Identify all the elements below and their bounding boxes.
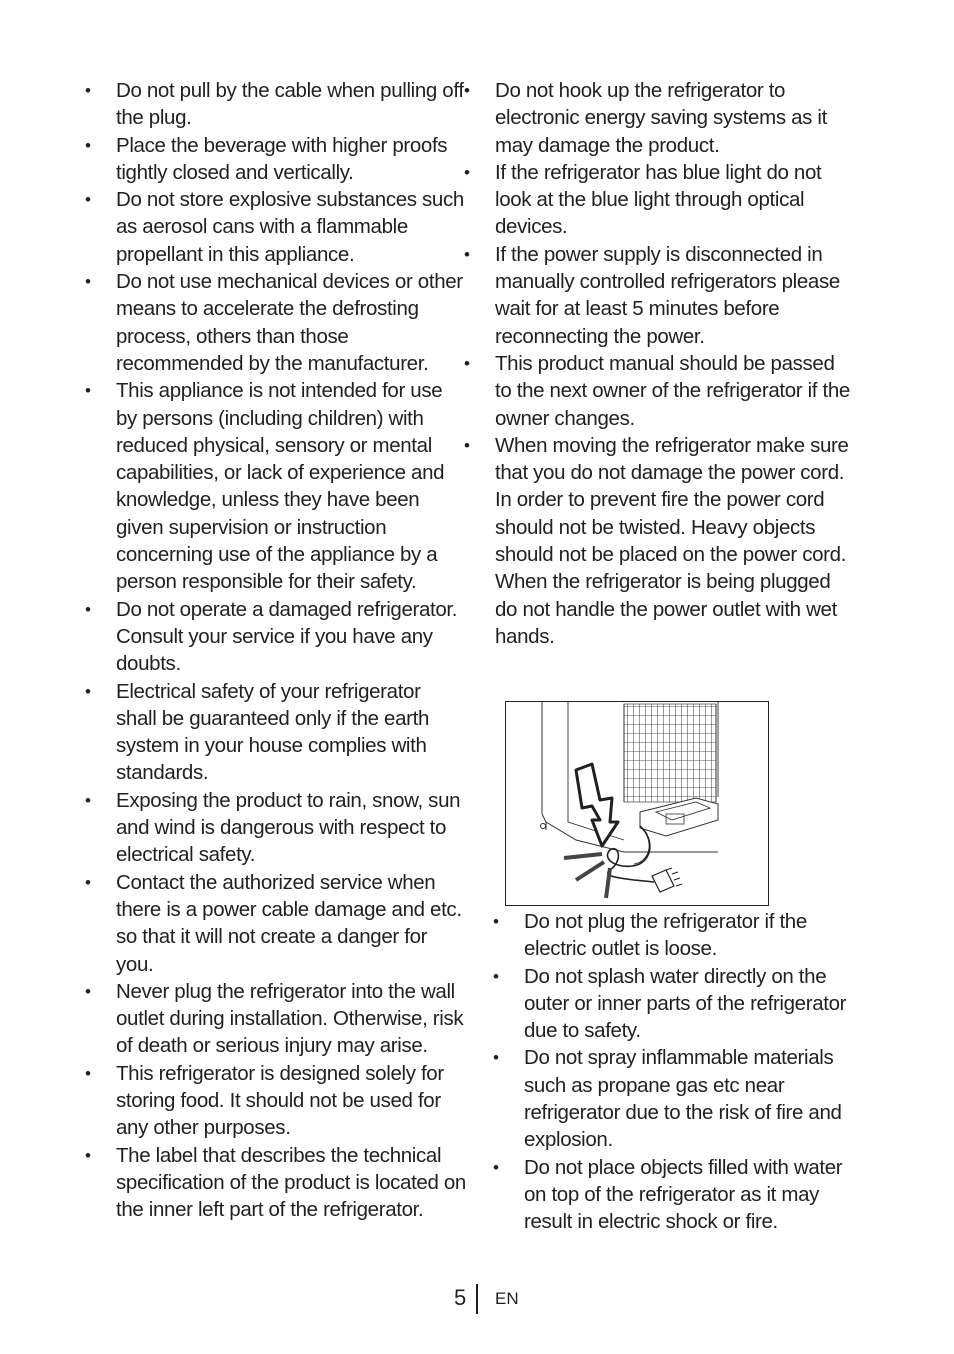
bullet-icon: • (493, 1157, 499, 1177)
bullet-icon: • (464, 435, 470, 455)
bullet-icon: • (85, 790, 91, 810)
language-code: EN (495, 1289, 519, 1308)
bullet-icon: • (85, 81, 91, 100)
list-item-text: Do not splash water directly on the outer or inner parts of the refrigerator due to safety. (524, 964, 847, 1043)
list-item (464, 77, 855, 159)
list-item (493, 908, 869, 963)
list-item-text: Do not use mechanical devices or other means to accelerate the defrosting process, others than those recommended by the manufacturer. (116, 270, 463, 375)
list-item-text: When moving the refrigerator make sure that you do not damage the power cord. In order to prevent fire the power cord should not be twisted. Heavy objects should not be placed on the power cord. When the refrigerator is being plugged do not handle the power outlet with wet hands. (495, 433, 849, 648)
list-item-text: Electrical safety of your refrigerator shall be guaranteed only if the earth system in your house complies with standards. (116, 679, 429, 785)
list-item (464, 159, 855, 241)
refrigerator-power-cord-illustration (505, 701, 769, 906)
bullet-icon: • (85, 272, 91, 292)
list-item (85, 1060, 466, 1142)
list-item-text: Contact the authorized service when there is a power cable damage and etc. so that it will not create a danger for you. (116, 870, 462, 976)
list-item (85, 377, 466, 595)
list-item (85, 678, 466, 787)
bullet-icon: • (85, 599, 91, 619)
list-item (85, 869, 466, 978)
list-item-text: Place the beverage with higher proofs tightly closed and vertically. (116, 133, 448, 184)
list-item-text: Never plug the refrigerator into the wall outlet during installation. Otherwise, risk of death or serious injury may arise. (116, 979, 464, 1058)
list-item (85, 132, 466, 187)
list-item (493, 1154, 869, 1236)
bullet-icon: • (493, 1048, 499, 1068)
list-item-text: This product manual should be passed to the next owner of the refrigerator if the owner changes. (495, 351, 850, 430)
list-item (464, 432, 855, 650)
list-item-text: Do not spray inflammable materials such as propane gas etc near refrigerator due to the risk of fire and explosion. (524, 1046, 842, 1152)
list-item (493, 963, 869, 1045)
list-item-text: If the refrigerator has blue light do not look at the blue light through optical devices. (495, 160, 822, 239)
list-item (85, 77, 466, 132)
bullet-icon: • (464, 162, 470, 182)
list-item (85, 186, 466, 268)
list-item (493, 1044, 869, 1153)
bullet-icon: • (85, 981, 91, 1001)
bullet-icon: • (493, 966, 499, 986)
footer-divider (476, 1284, 478, 1314)
left-safety-list (85, 77, 466, 1223)
bullet-icon: • (85, 1145, 91, 1165)
list-item (85, 596, 466, 678)
list-item-text: If the power supply is disconnected in manually controlled refrigerators please wait for at least 5 minutes before reconnecting the power. (495, 242, 840, 348)
list-item-text: Do not pull by the cable when pulling off the plug. (116, 79, 464, 130)
list-item-text: This refrigerator is designed solely for storing food. It should not be used for any other purposes. (116, 1061, 444, 1140)
list-item-text: Do not hook up the refrigerator to electronic energy saving systems as it may damage the product. (495, 79, 827, 157)
bullet-icon: • (464, 244, 470, 264)
list-item (85, 787, 466, 869)
page-number: 5 (454, 1285, 467, 1310)
list-item-text: The label that describes the technical specification of the product is located on the inner left part of the refrigerator. (116, 1143, 466, 1222)
bullet-icon: • (85, 190, 91, 210)
list-item-text: Exposing the product to rain, snow, sun and wind is dangerous with respect to electrical safety. (116, 788, 461, 867)
bullet-icon: • (464, 81, 470, 100)
list-item (85, 978, 466, 1060)
bullet-icon: • (85, 135, 91, 155)
bullet-icon: • (85, 681, 91, 701)
bullet-icon: • (85, 1063, 91, 1083)
list-item-text: Do not plug the refrigerator if the electric outlet is loose. (524, 910, 807, 961)
list-item (85, 268, 466, 377)
bullet-icon: • (464, 353, 470, 373)
bullet-icon: • (85, 381, 91, 401)
list-item-text: Do not store explosive substances such as aerosol cans with a flammable propellant in this appliance. (116, 188, 464, 266)
power-cord-warning-drawing (506, 702, 769, 906)
list-item-text: Do not operate a damaged refrigerator. Consult your service if you have any doubts. (116, 597, 458, 676)
bullet-icon: • (85, 872, 91, 892)
list-item (464, 350, 855, 432)
bullet-icon: • (493, 912, 499, 931)
list-item (85, 1142, 466, 1224)
right-safety-list-bottom (493, 908, 869, 1236)
list-item-text: This appliance is not intended for use by persons (including children) with reduced physical, sensory or mental capabilities, or lack of experience and knowledge, unless they have been given supervision or instruction concerning use of the appliance by a person responsible for their safety. (116, 379, 445, 594)
right-safety-list-top (464, 77, 855, 650)
list-item-text: Do not place objects filled with water on top of the refrigerator as it may result in electric shock or fire. (524, 1155, 843, 1234)
list-item (464, 241, 855, 350)
